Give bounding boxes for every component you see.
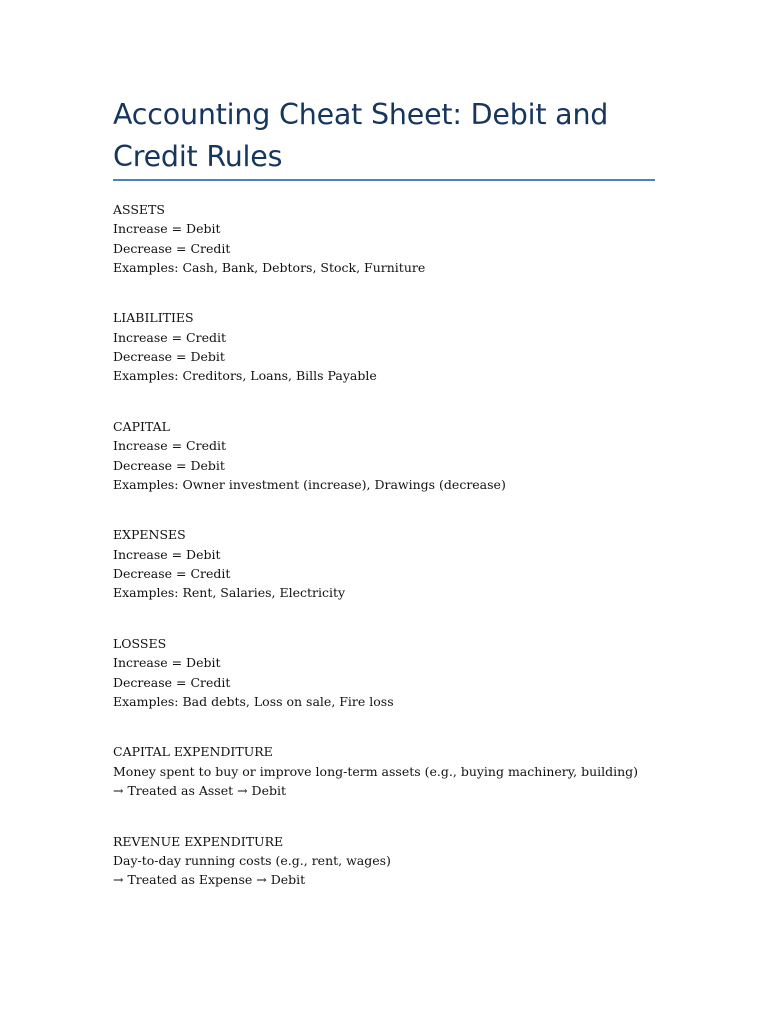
section-heading: LIABILITIES (113, 310, 194, 326)
section-assets (113, 200, 713, 277)
rule-decrease: Decrease = Credit (113, 566, 231, 582)
section-heading: EXPENSES (113, 527, 186, 543)
section-liabilities (113, 308, 713, 385)
title-underline-rule (113, 179, 655, 181)
treatment-line: → Treated as Expense → Debit (113, 872, 306, 888)
section-capital-expenditure (113, 742, 713, 800)
rules-list (113, 200, 713, 890)
treatment-line: → Treated as Asset → Debit (113, 783, 286, 799)
section-heading: CAPITAL EXPENDITURE (113, 744, 273, 760)
section-heading: CAPITAL (113, 418, 170, 434)
examples-line: Examples: Creditors, Loans, Bills Payable (113, 368, 377, 384)
section-heading: REVENUE EXPENDITURE (113, 833, 284, 849)
rule-decrease: Decrease = Credit (113, 240, 231, 256)
rule-decrease: Decrease = Debit (113, 457, 225, 473)
examples-line: Examples: Cash, Bank, Debtors, Stock, Furniture (113, 259, 426, 275)
rule-increase: Increase = Debit (113, 221, 221, 237)
section-capital (113, 417, 713, 494)
examples-line: Examples: Owner investment (increase), Drawings (decrease) (113, 476, 506, 492)
section-heading: LOSSES (113, 635, 167, 651)
section-heading: ASSETS (113, 202, 165, 217)
rule-increase: Increase = Debit (113, 655, 221, 671)
examples-line: Examples: Bad debts, Loss on sale, Fire loss (113, 693, 394, 709)
rule-decrease: Decrease = Debit (113, 349, 225, 365)
section-revenue-expenditure (113, 832, 713, 890)
section-losses (113, 634, 713, 711)
rule-increase: Increase = Credit (113, 438, 227, 454)
document-title: Accounting Cheat Sheet: Debit and Credit Rules (113, 98, 609, 173)
rule-increase: Increase = Credit (113, 329, 227, 345)
section-expenses (113, 525, 713, 602)
examples-line: Examples: Rent, Salaries, Electricity (113, 585, 346, 601)
definition-line: Money spent to buy or improve long-term assets (e.g., buying machinery, building) (113, 763, 639, 779)
rule-decrease: Decrease = Credit (113, 674, 231, 690)
rule-increase: Increase = Debit (113, 546, 221, 562)
definition-line: Day-to-day running costs (e.g., rent, wages) (113, 852, 391, 868)
